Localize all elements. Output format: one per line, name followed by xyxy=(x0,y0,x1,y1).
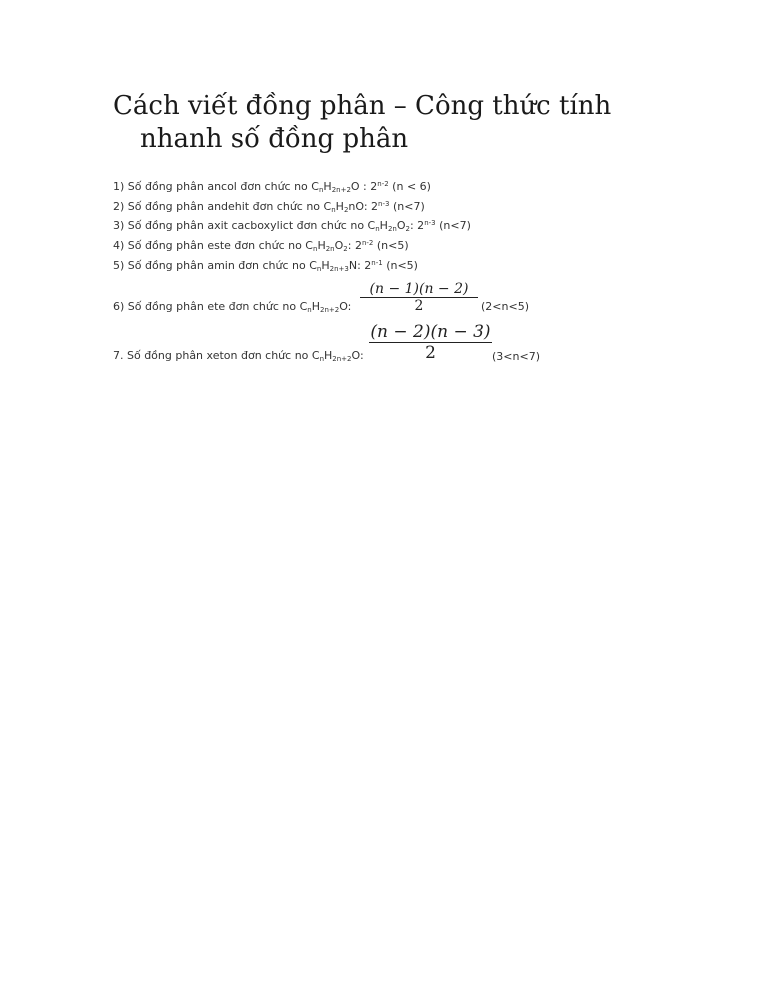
subscript: n xyxy=(331,206,336,214)
fraction-numerator: (n − 1)(n − 2) xyxy=(369,281,469,297)
item-text: O xyxy=(334,239,344,252)
formula-item-3 xyxy=(113,219,471,233)
item-text: H xyxy=(321,259,330,272)
condition-ete: (2<n<5) xyxy=(481,300,529,313)
item-text: H xyxy=(324,349,333,362)
superscript: n-2 xyxy=(377,180,389,188)
item-text: N: 2 xyxy=(348,259,372,272)
subscript: 2n+2 xyxy=(319,306,340,314)
item-text: 5) Số đồng phân amin đơn chức no C xyxy=(113,259,317,272)
item-condition: (n<7) xyxy=(389,200,425,213)
condition-xeton: (3<n<7) xyxy=(492,350,540,363)
item-text: H xyxy=(379,219,388,232)
subscript: 2 xyxy=(343,245,348,253)
fraction-denominator: 2 xyxy=(414,298,424,314)
fraction-ete xyxy=(360,281,478,314)
item-text: O: xyxy=(339,300,352,313)
superscript: n-3 xyxy=(424,219,436,227)
item-condition: (n<7) xyxy=(435,219,471,232)
formula-item-7 xyxy=(113,349,364,363)
fraction-xeton xyxy=(369,322,492,362)
item-text: : 2 xyxy=(347,239,362,252)
item-text: O: xyxy=(351,349,364,362)
item-text: 7. Số đồng phân xeton đơn chức no C xyxy=(113,349,320,362)
subscript: 2 xyxy=(343,206,349,214)
item-condition: (n<5) xyxy=(373,239,409,252)
subscript: n xyxy=(375,225,380,233)
item-text: 2) Số đồng phân andehit đơn chức no C xyxy=(113,200,332,213)
subscript: 2n+2 xyxy=(332,355,352,363)
subscript: n xyxy=(307,306,312,314)
subscript: n xyxy=(313,245,318,253)
subscript: n xyxy=(318,186,324,194)
item-text: H xyxy=(323,180,332,193)
formula-item-4 xyxy=(113,239,409,253)
item-text: : 2 xyxy=(409,219,425,232)
title-line-1: Cách viết đồng phân – Công thức tính xyxy=(113,91,612,121)
subscript: 2n xyxy=(325,245,335,253)
superscript: n-2 xyxy=(361,239,374,247)
title-line-2: nhanh số đồng phân xyxy=(140,124,409,154)
formula-item-1 xyxy=(113,180,431,194)
subscript: n xyxy=(319,355,325,363)
subscript: 2 xyxy=(405,225,410,233)
item-text: 6) Số đồng phân ete đơn chức no C xyxy=(113,300,308,313)
subscript: 2n xyxy=(387,225,397,233)
item-text: 4) Số đồng phân este đơn chức no C xyxy=(113,239,313,252)
subscript: 2n+3 xyxy=(329,265,349,273)
item-text: H xyxy=(317,239,326,252)
document-title xyxy=(113,90,633,156)
formula-item-6 xyxy=(113,300,351,314)
formula-item-2 xyxy=(113,200,425,214)
superscript: n-3 xyxy=(378,200,390,208)
item-text: nO: 2 xyxy=(348,200,379,213)
subscript: n xyxy=(316,265,322,273)
item-condition: (n < 6) xyxy=(388,180,431,193)
subscript: 2n+2 xyxy=(331,186,351,194)
fraction-numerator: (n − 2)(n − 3) xyxy=(370,322,491,342)
formula-item-5 xyxy=(113,259,418,273)
item-text: 1) Số đồng phân ancol đơn chức no C xyxy=(113,180,319,193)
item-text: H xyxy=(311,300,320,313)
item-text: 3) Số đồng phân axit cacboxylict đơn chức no C xyxy=(113,219,376,232)
item-text: O : 2 xyxy=(350,180,378,193)
item-text: H xyxy=(335,200,344,213)
item-text: O xyxy=(396,219,406,232)
fraction-denominator: 2 xyxy=(425,343,436,362)
superscript: n-1 xyxy=(371,259,383,267)
item-condition: (n<5) xyxy=(382,259,418,272)
